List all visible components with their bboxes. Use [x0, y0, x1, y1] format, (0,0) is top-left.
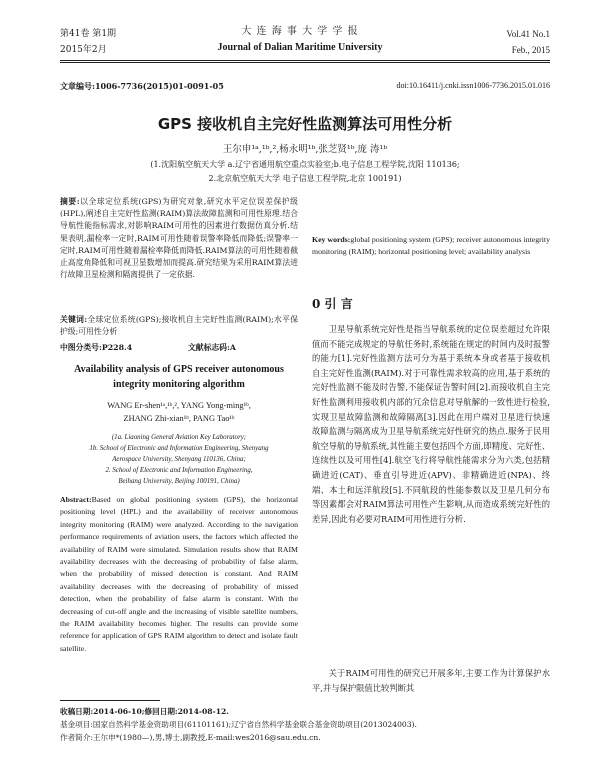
paper-title-cn: GPS 接收机自主完好性监测算法可用性分析 [157, 115, 453, 133]
affiliation-cn-1: (1.沈阳航空航天大学 a.辽宁省通用航空重点实验室;b.电子信息工程学院,沈阳 110136; [150, 160, 460, 169]
authors-en-1: WANG Er-shen¹ᵃ,¹ᵇ,², YANG Yong-ming¹ᵇ, [107, 401, 251, 410]
abstract-cn-text: 以全球定位系统(GPS)为研究对象,研究水平定位误差保护级(HPL),阐述自主完好性监测(RAIM)算法故障监测和可用性原理.结合导航性能指标需求,对影响RAIM可用性的因素进行数据仿真分析.结果表明,漏检率一定时,RAIM可用性随着误警率降低而降低;误警率一定时,RAIM可用性随着漏检率降低而降低.RAIM算法的可用性随着截止高度角降低和可视卫星数增加而提高.研究结果为采用RAIM算法进行故障卫星检测和隔离提供了一定依据. [60, 197, 298, 280]
section-heading: 0 引 言 [312, 297, 353, 311]
affiliation-en-line: 2. School of Electronic and Information Engineering, [105, 467, 253, 474]
volume-issue-en: Vol.41 No.1 [506, 29, 550, 39]
journal-title-en: Journal of Dalian Maritime University [217, 42, 383, 53]
abstract-en [60, 494, 298, 655]
footnote-received: 收稿日期:2014-06-10;修回日期:2014-08-12. [60, 707, 229, 716]
paper-title-en: Availability analysis of GPS receiver autonomous integrity monitoring algorithm [74, 364, 284, 390]
affiliation-cn-2: 2.北京航空航天大学 电子信息工程学院,北京 100191) [208, 174, 402, 183]
abstract-en-label: Abstract: [60, 495, 92, 504]
footnotes [60, 705, 550, 744]
footnote-rule [60, 700, 160, 701]
keywords-cn-text: 全球定位系统(GPS);接收机自主完好性监测(RAIM);水平保护级;可用性分析 [60, 315, 298, 337]
abstract-en-text: Based on global positioning system (GPS), the horizontal positioning level (HPL) and the availability of receiver autonomous integrity monitoring (RAIM) were analyzed. According to the navigation performance requirements of aviation users, the factors which affected the availability of RAIM were simulated. Simulation results show that RAIM availability decreases with the decreasing of probability of false alarm, when the probability of missed detection is constant. And RAIM availability decreases with the decreasing of probability of missed detection, when the probability of false alarm is constant. With the decreasing of cut-off angle and the increasing of visible satellite numbers, the RAIM availability becomes higher. The results can provide some reference for application of GPS RAIM algorithm to detect and isolate fault satellite. [60, 495, 298, 653]
affiliation-en-line: Beihang University, Beijing 100191, China) [118, 478, 240, 485]
abstract-cn-label: 摘要: [60, 197, 80, 206]
footnote-author: 作者简介:王尔申*(1980—),男,博士,副教授,E-mail:wes2016@sau.edu.cn. [60, 733, 321, 742]
header-rule [60, 60, 550, 61]
intro-paragraph-2 [312, 666, 550, 695]
authors-cn: 王尔申¹ᵃ,¹ᵇ,²,杨永明¹ᵇ,张芝贤¹ᵇ,庞 涛¹ᵇ [222, 144, 388, 155]
journal-title-cn: 大 连 海 事 大 学 学 报 [241, 26, 359, 37]
affiliation-en-line: Aerospace University, Shenyang 110136, China; [112, 456, 246, 463]
keywords-cn-label: 关键词: [60, 315, 88, 324]
intro-p2-text: 关于RAIM可用性的研究已开展多年,主要工作为计算保护水平,并与保护限值比较判断其 [312, 668, 550, 693]
header-rule-thin [60, 62, 550, 63]
keywords-en-text: global positioning system (GPS); receiver autonomous integrity monitoring (RAIM); horizontal positioning level; availability analysis [312, 235, 550, 257]
footnote-fund: 基金项目:国家自然科学基金资助项目(61101161);辽宁省自然科学基金联合基金资助项目(2013024003). [60, 720, 417, 729]
date-en: Feb., 2015 [511, 45, 550, 55]
document-code: 文献标志码:A [188, 343, 236, 352]
date-cn: 2015年2月 [60, 45, 107, 55]
volume-issue-cn: 第41卷 第1期 [60, 29, 117, 39]
keywords-en-label: Key words: [312, 235, 351, 244]
affiliation-en-line: (1a. Liaoning General Aviation Key Laboratory; [111, 434, 247, 441]
keywords-en [312, 234, 550, 259]
affiliation-en-line: 1b. School of Electronic and Information Engineering, Shenyang [89, 445, 269, 452]
article-number: 文章编号:1006-7736(2015)01-0091-05 [60, 81, 224, 91]
doi: doi:10.16411/j.cnki.issn1006-7736.2015.01.016 [396, 81, 550, 90]
intro-paragraph-1 [312, 322, 550, 526]
class-number: 中图分类号:P228.4 [60, 343, 133, 352]
affiliation-en [60, 432, 298, 487]
abstract-cn [60, 196, 298, 281]
intro-p1-text: 卫星导航系统完好性是指当导航系统的定位误差超过允许限值而不能完成规定的导航任务时,系统能在规定的时间内及时报警的能力[1].完好性监测方法可分为基于系统本身或者基于接收机自主完好性监测(RAIM).对于可靠性需求较高的应用,基于系统的完好性监测不能及时告警,不能保证告警时间[2].而接收机自主完好性监测利用接收机内部的冗余信息对导航解的一致性进行检验,实现卫星故障监测和故障隔离[3].因此在用户端对卫星进行快速故障监测与隔离成为卫星导航系统完好性研究的热点.服务于民用航空导航的导航系统,其性能主要包括四个方面,即精度、完好性、连续性以及可用性[4].航空飞行将导航性能需求分为六类,包括精确进近(CAT)、垂直引导进近(APV)、非精确进近(NPA)、终端、本土和远洋航段[5].不同航段的性能参数以及卫星几何分布等因素都会对RAIM算法可用性产生影响,从而造成系统完好性的差异,因此有必要对RAIM可用性进行分析. [312, 324, 550, 524]
authors-en-2: ZHANG Zhi-xian¹ᵇ, PANG Tao¹ᵇ [123, 414, 235, 423]
keywords-cn [60, 314, 298, 338]
